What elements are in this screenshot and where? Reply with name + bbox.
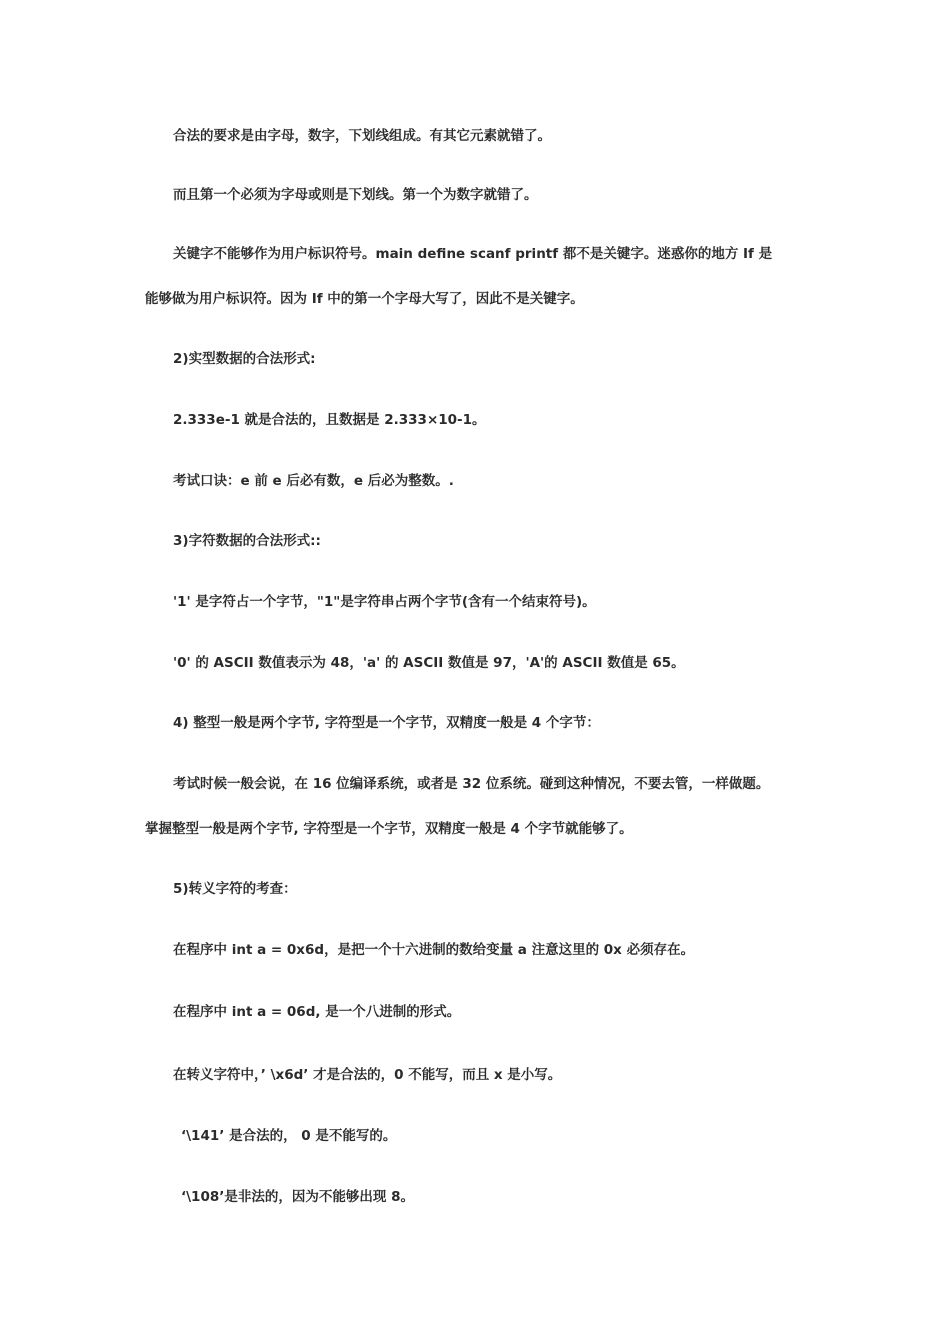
heading-escape-chars: 5)转义字符的考查： xyxy=(173,881,297,897)
paragraph-escape-octal-invalid: ‘\108’是非法的，因为不能够出现 8。 xyxy=(181,1189,414,1205)
paragraph-escape-octal-valid: ‘\141’ 是合法的， 0 是不能写的。 xyxy=(181,1128,397,1144)
paragraph-compile-system-continued: 掌握整型一般是两个字节, 字符型是一个字节，双精度一般是 4 个字节就能够了。 xyxy=(145,821,633,837)
heading-char-data: 3)字符数据的合法形式:: xyxy=(173,533,321,549)
paragraph-escape-hex: 在转义字符中，’ \x6d’ 才是合法的，0 不能写，而且 x 是小写。 xyxy=(173,1067,562,1083)
heading-type-sizes: 4) 整型一般是两个字节, 字符型是一个字节，双精度一般是 4 个字节： xyxy=(173,715,600,731)
paragraph-keywords-continued: 能够做为用户标识符。因为 If 中的第一个字母大写了，因此不是关键字。 xyxy=(145,291,584,307)
heading-real-data: 2)实型数据的合法形式: xyxy=(173,351,316,367)
paragraph-octal-example: 在程序中 int a = 06d, 是一个八进制的形式。 xyxy=(173,1004,461,1020)
paragraph-hex-example: 在程序中 int a = 0x6d，是把一个十六进制的数给变量 a 注意这里的 0x 必须存在。 xyxy=(173,942,695,958)
paragraph-real-example: 2.333e-1 就是合法的，且数据是 2.333×10-1。 xyxy=(173,412,486,428)
paragraph-ascii-values: '0' 的 ASCII 数值表示为 48，'a' 的 ASCII 数值是 97，'A'的 ASCII 数值是 65。 xyxy=(173,655,685,671)
paragraph-exam-mnemonic: 考试口诀：e 前 e 后必有数，e 后必为整数。. xyxy=(173,473,454,489)
paragraph-keywords: 关键字不能够作为用户标识符号。main define scanf printf 都不是关键字。迷惑你的地方 If 是 xyxy=(173,246,773,262)
paragraph-first-char-rule: 而且第一个必须为字母或则是下划线。第一个为数字就错了。 xyxy=(173,187,538,203)
paragraph-compile-system: 考试时候一般会说，在 16 位编译系统，或者是 32 位系统。碰到这种情况，不要去管，一样做题。 xyxy=(173,776,770,792)
paragraph-identifier-rule: 合法的要求是由字母，数字，下划线组成。有其它元素就错了。 xyxy=(173,128,551,144)
paragraph-char-bytes: '1' 是字符占一个字节，"1"是字符串占两个字节(含有一个结束符号)。 xyxy=(173,594,596,610)
